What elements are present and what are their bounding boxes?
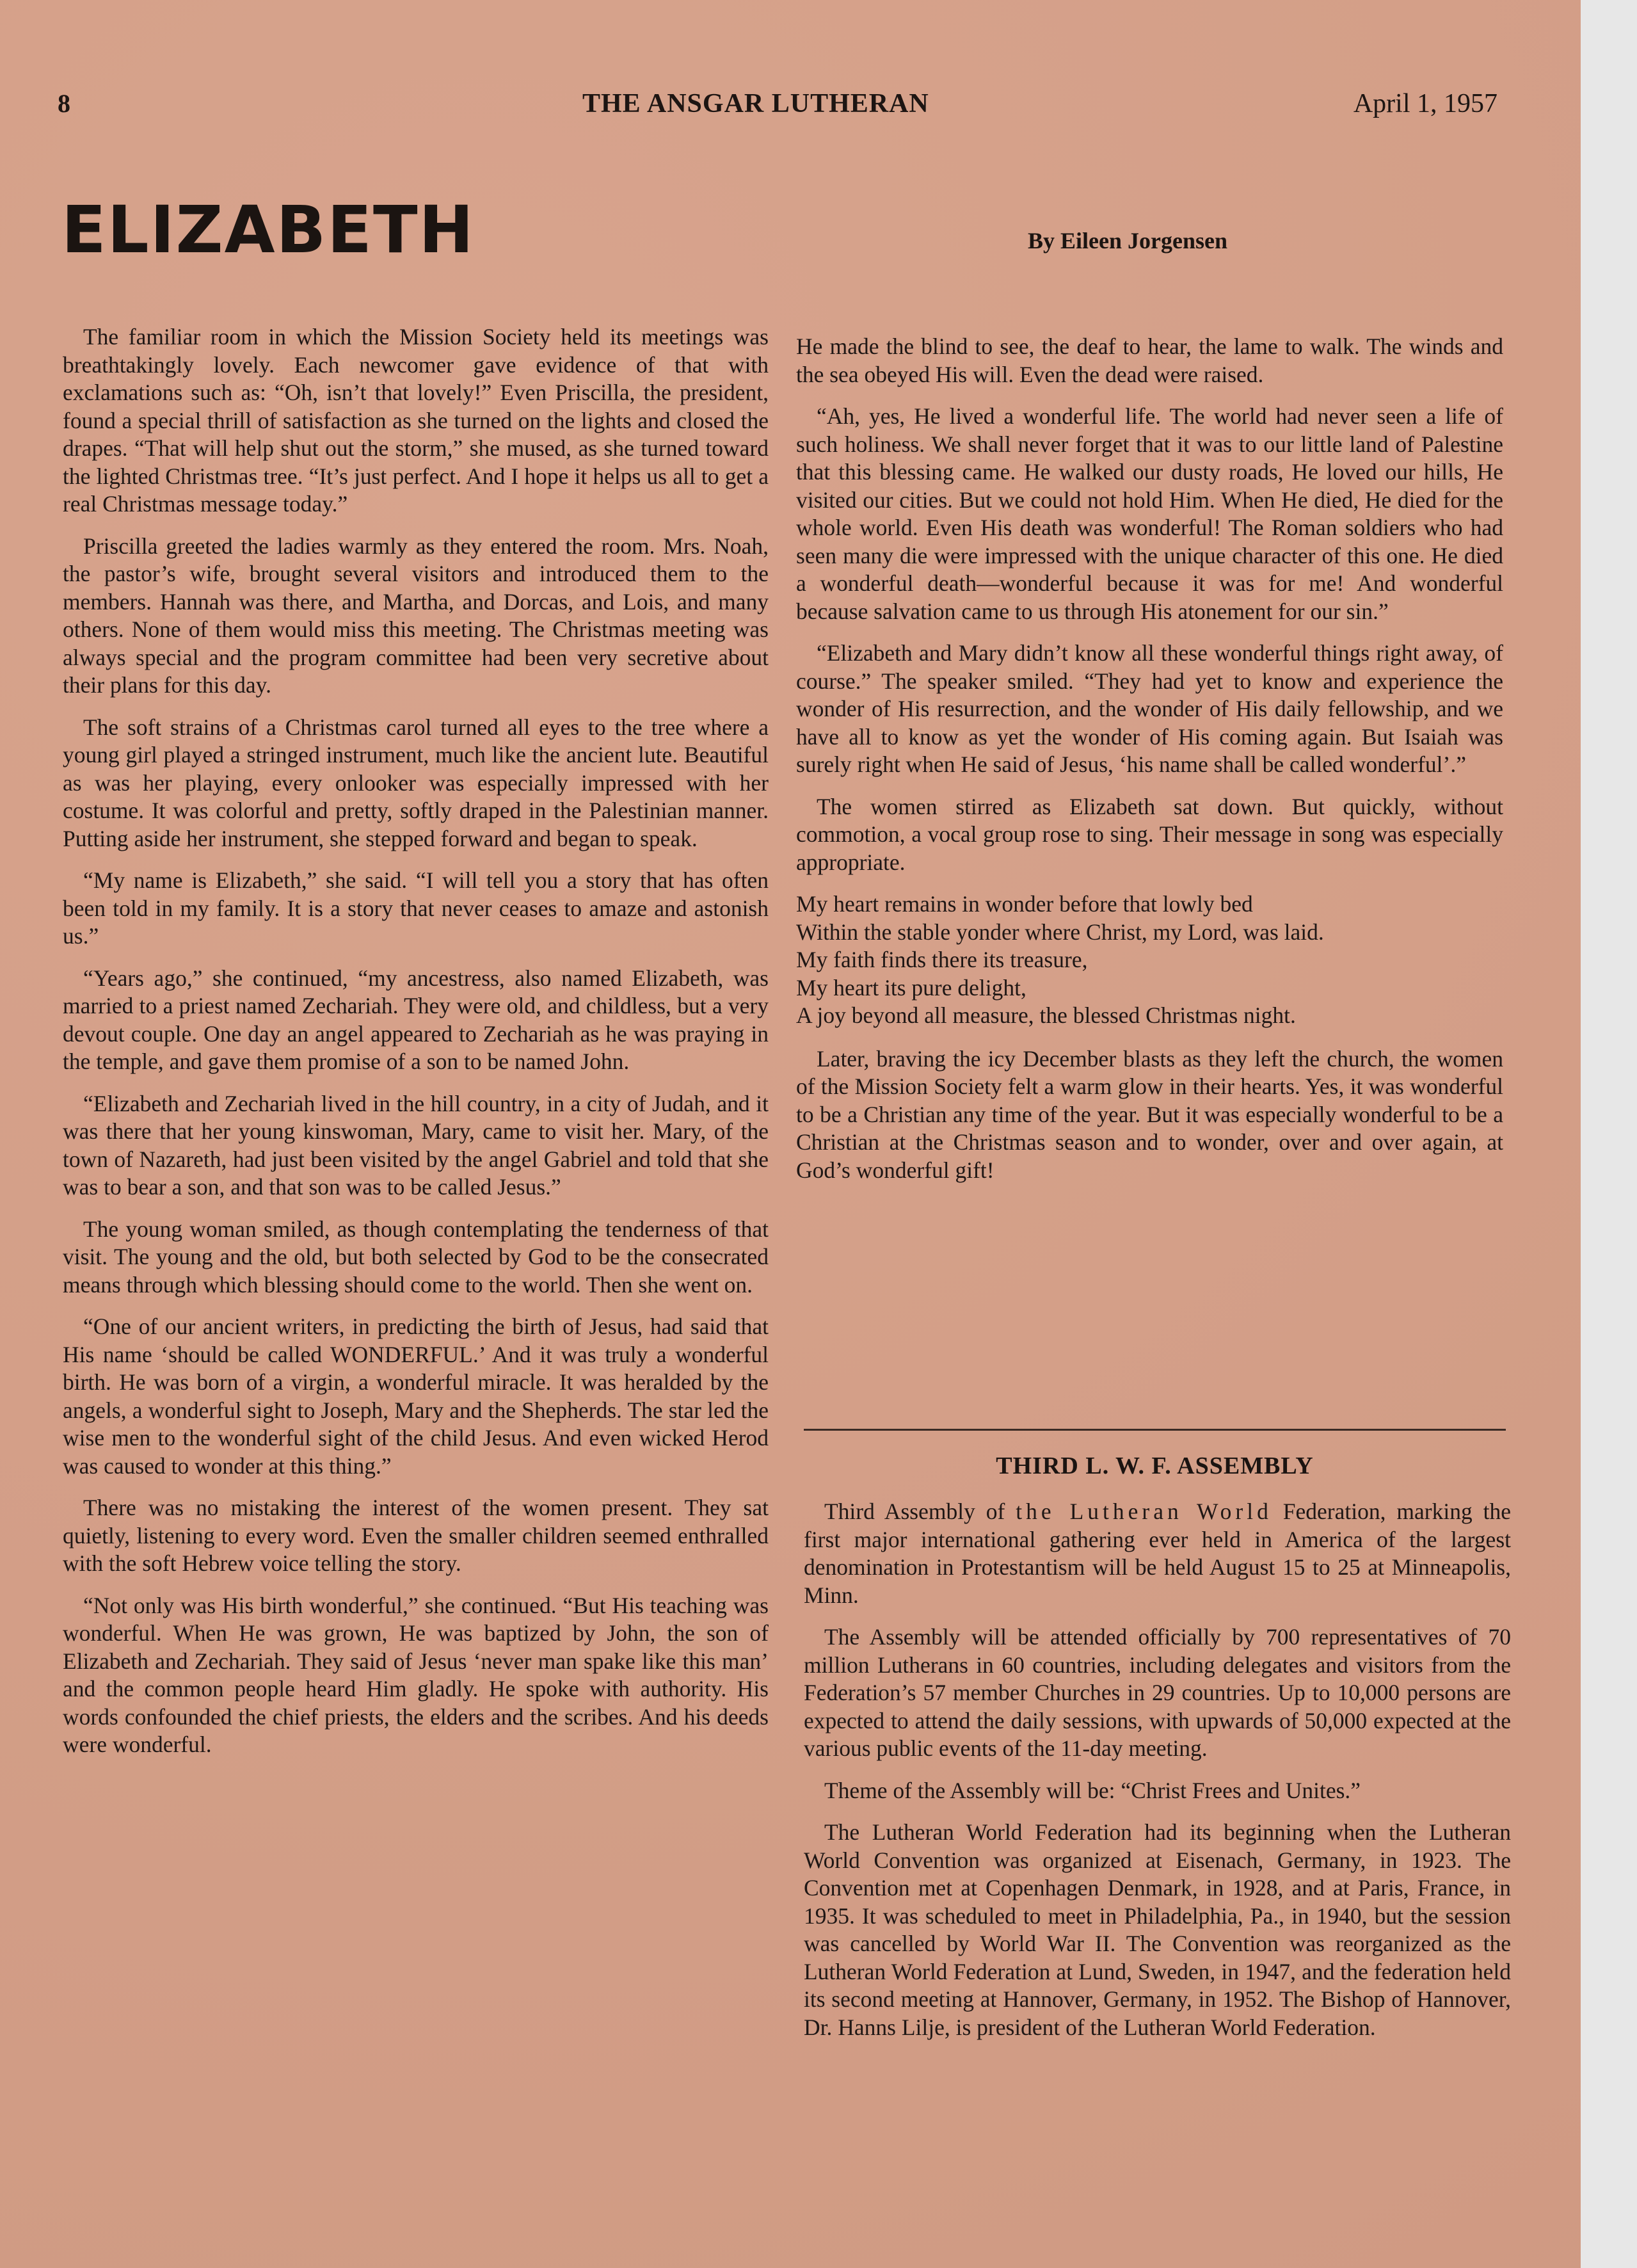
paragraph: The soft strains of a Christmas carol turned all eyes to the tree where a young girl played a stringed instrument, much like the ancient lute. Beautiful as was her playing, every onlooker was especially impressed with her costume. It was colorful and pretty, softly draped in the Palestinian manner. Putting aside her instrument, she stepped forward and began to speak. xyxy=(63,714,769,851)
lead-spaced-text: the Lutheran World xyxy=(1016,1499,1272,1524)
paragraph: The young woman smiled, as though contemplating the tenderness of that visit. The young and the old, but both selected by God to be the consecrated means through which blessing should come to the world. Then she went on. xyxy=(63,1216,769,1298)
page-header xyxy=(58,88,1497,133)
verse-line: My heart its pure delight, xyxy=(796,974,1026,1001)
paragraph: The women stirred as Elizabeth sat down. But quickly, without commotion, a vocal group rose to sing. Their message in song was especially appropriate. xyxy=(796,793,1503,875)
paragraph: “Elizabeth and Zechariah lived in the hill country, in a city of Judah, and it was there that her young kinswoman, Mary, came to visit her. Mary, of the town of Nazareth, had just been visited by the angel Gabriel and told that she was to bear a son, and that son was to be called Jesus.” xyxy=(63,1090,769,1200)
paragraph: “One of our ancient writers, in predicting the birth of Jesus, had said that His name ‘should be called WONDERFUL.’ And it was truly a wonderful birth. He was born of a virgin, a wonderful miracle. It was heralded by the angels, a wonderful sight to Joseph, Mary and the Shepherds. The star led the wise men to the wonderful sight of the child Jesus. And even wicked Herod was caused to wonder at this thing.” xyxy=(63,1314,769,1479)
paragraph: The Lutheran World Federation had its beginning when the Lutheran World Convention was organized at Eisenach, Germany, in 1923. The Convention met at Copenhagen Denmark, in 1928, and at Paris, France, in 1935. It was scheduled to meet in Philadelphia, Pa., in 1940, but the session was cancelled by World War II. The Convention was reorganized as the Lutheran World Federation at Lund, Sweden, in 1947, and the federation held its second meeting at Hannover, Germany, in 1952. The Bishop of Hannover, Dr. Hanns Lilje, is president of the Lutheran World Federation. xyxy=(804,1819,1511,2040)
paragraph: Theme of the Assembly will be: “Christ Frees and Unites.” xyxy=(824,1777,1361,1803)
paragraph: The Assembly will be attended officially by 700 representatives of 70 million Lutherans in 60 countries, including delegates and visitors from the Federation’s 57 member Churches in 29 countries. Up to 10,000 persons are expected to attend the daily sessions, with upwards of 50,000 expected at the various public events of the 11-day meeting. xyxy=(804,1624,1511,1761)
paragraph: “Elizabeth and Mary didn’t know all these wonderful things right away, of course.” The speaker smiled. “They had yet to know and experience the wonder of His resurrection, and the wonder of His daily fellowship, and we have all to know as yet the wonder of His coming again. But Isaiah was surely right when He said of Jesus, ‘his name shall be called wonderful’.” xyxy=(796,640,1503,777)
paragraph: Priscilla greeted the ladies warmly as they entered the room. Mrs. Noah, the pastor’s wife, brought several visitors and introduced them to the members. Hannah was there, and Martha, and Dorcas, and Lois, and many others. None of them would miss this meeting. The Christmas meeting was always special and the program committee had been very secretive about their plans for this day. xyxy=(63,533,769,698)
lead-text: Third Assembly of xyxy=(824,1499,1005,1524)
article-title: ELIZABETH xyxy=(61,192,475,268)
scan-margin xyxy=(1581,0,1637,2268)
paragraph: “My name is Elizabeth,” she said. “I will tell you a story that has often been told in my family. It is a story that never ceases to amaze and astonish us.” xyxy=(63,867,769,949)
verse-line: My heart remains in wonder before that lowly bed xyxy=(796,891,1253,917)
paragraph: He made the blind to see, the deaf to hear, the lame to walk. The winds and the sea obeyed His will. Even the dead were raised. xyxy=(796,334,1503,387)
issue-date: April 1, 1957 xyxy=(1353,89,1497,118)
paragraph: “Not only was His birth wonderful,” she continued. “But His teaching was wonderful. When He was grown, He was baptized by John, the son of Elizabeth and Zechariah. They said of Jesus ‘never man spake like this man’ and the common people heard Him gladly. He spoke with authority. His words confounded the chief priests, the elders and the scribes. And his deeds were wonderful. xyxy=(63,1592,769,1757)
section-divider xyxy=(804,1429,1506,1431)
assembly-headline: THIRD L. W. F. ASSEMBLY xyxy=(996,1452,1314,1479)
assembly-column xyxy=(804,1498,1511,2055)
article-byline: By Eileen Jorgensen xyxy=(1028,228,1227,253)
verse-line: Within the stable yonder where Christ, my Lord, was laid. xyxy=(796,919,1324,945)
verse-line: A joy beyond all measure, the blessed Christmas night. xyxy=(796,1002,1296,1028)
page-number: 8 xyxy=(58,89,70,118)
paragraph: “Ah, yes, He lived a wonderful life. The world had never seen a life of such holiness. We shall never forget that it was to our little land of Palestine that this blessing came. He walked our dusty roads, He loved our hills, He visited our cities. But we could not hold Him. When He died, He died for the whole world. Even His death was wonderful! The Roman soldiers who had seen many die were impressed with the unique character of this one. He died a wonderful death—wonderful because it was for me! And wonderful because salvation came to us through His atonement for our sin.” xyxy=(796,403,1503,624)
paragraph: The familiar room in which the Mission Society held its meetings was breathtakingly lovely. Each newcomer gave evidence of that with exclamations such as: “Oh, isn’t that lovely!” Even Priscilla, the president, found a special thrill of satisfaction as she turned on the lights and closed the drapes. “That will help shut out the storm,” she mused, as she turned toward the lighted Christmas tree. “It’s just perfect. And I hope it helps us all to get a real Christmas message today.” xyxy=(63,324,769,517)
publication-name: THE ANSGAR LUTHERAN xyxy=(582,89,929,118)
verse-line: My faith finds there its treasure, xyxy=(796,947,1088,972)
lead-text: Federation, marking the first major international gathering ever held in America of the largest denomination in Protestantism will be held August 15 to 25 at Minneapolis, Minn. xyxy=(804,1499,1512,1608)
paragraph xyxy=(804,1498,1511,1609)
paragraph: “Years ago,” she continued, “my ancestress, also named Elizabeth, was married to a priest named Zechariah. They were old, and childless, but a very devout couple. One day an angel appeared to Zechariah as he was praying in the temple, and gave them promise of a son to be named John. xyxy=(63,965,769,1074)
article-column-left xyxy=(63,323,769,1773)
paragraph: Later, braving the icy December blasts as they left the church, the women of the Mission Society felt a warm glow in their hearts. Yes, it was wonderful to be a Christian any time of the year. But it was especially wonderful to be a Christian at the Christmas season and to wonder, over and over again, at God’s wonderful gift! xyxy=(796,1045,1503,1183)
paragraph: There was no mistaking the interest of the women present. They sat quietly, listening to every word. Even the smaller children seemed enthralled with the soft Hebrew voice telling the story. xyxy=(63,1495,769,1576)
song-verse xyxy=(796,890,1503,1030)
article-column-right xyxy=(796,333,1503,1198)
